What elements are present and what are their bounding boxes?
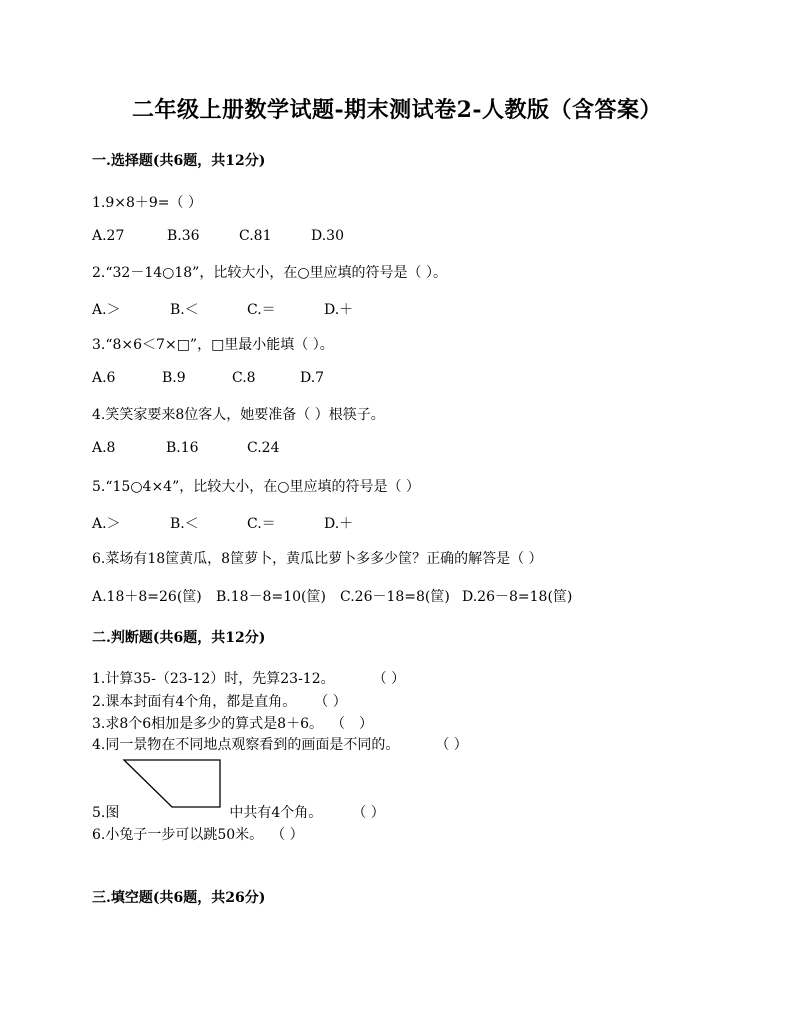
option: C.26－18=8(筐) xyxy=(340,589,450,605)
option: A.8 xyxy=(92,440,116,456)
answer-bracket: （ ） xyxy=(435,737,468,753)
option: B.＜ xyxy=(170,302,199,318)
option: B.18－8=10(筐) xyxy=(216,589,326,605)
option: C.24 xyxy=(247,440,280,456)
question-stem: 3.“8×6＜7×□”，□里最小能填（ ）。 xyxy=(92,337,334,353)
judge-question xyxy=(92,713,373,733)
section-heading-choice: 一.选择题(共6题，共12分) xyxy=(92,153,266,169)
option: C.＝ xyxy=(247,302,276,318)
judge-question xyxy=(92,668,405,688)
question-stem: 5.“15○4×4”，比较大小，在○里应填的符号是（ ） xyxy=(92,479,420,495)
option: A.＞ xyxy=(92,302,121,318)
answer-bracket: （ ） xyxy=(352,805,385,821)
judge-text: 2.课本封面有4个角，都是直角。 xyxy=(92,694,297,710)
option: B.16 xyxy=(166,440,199,456)
option: D.＋ xyxy=(324,302,354,318)
option: C.＝ xyxy=(247,516,276,532)
page-title: 二年级上册数学试题-期末测试卷2-人教版（含答案） xyxy=(131,97,663,123)
answer-bracket: （ ） xyxy=(271,827,304,843)
judge-question xyxy=(92,734,468,754)
option: B.＜ xyxy=(170,516,199,532)
question-stem: 6.菜场有18筐黄瓜，8筐萝卜，黄瓜比萝卜多多少筐？正确的解答是（ ） xyxy=(92,551,543,567)
judge-question xyxy=(92,824,304,844)
judge-question xyxy=(92,691,347,711)
judge-text: 6.小兔子一步可以跳50米。 xyxy=(92,827,264,843)
quadrilateral-shape xyxy=(124,760,220,807)
section-heading-judge: 二.判断题(共6题，共12分) xyxy=(92,630,266,646)
option: D.＋ xyxy=(324,516,354,532)
option: B.36 xyxy=(167,228,200,244)
option: D.26－8=18(筐) xyxy=(462,589,573,605)
option: D.7 xyxy=(300,370,325,386)
option: C.8 xyxy=(232,370,256,386)
option: A.18＋8=26(筐) xyxy=(92,589,202,605)
judge-text: 1.计算35-（23-12）时，先算23-12。 xyxy=(92,671,335,687)
question-stem: 4.笑笑家要来8位客人，她要准备（ ）根筷子。 xyxy=(92,407,385,423)
option: C.81 xyxy=(239,228,272,244)
option: A.27 xyxy=(92,228,125,244)
section-heading-fill: 三.填空题(共6题，共26分) xyxy=(92,890,266,906)
answer-bracket: （ ） xyxy=(372,671,406,687)
question-stem: 1.9×8＋9=（ ） xyxy=(92,195,202,211)
judge-text: 5.图 xyxy=(92,805,120,821)
option: D.30 xyxy=(311,228,344,244)
question-stem: 2.“32－14○18”，比较大小，在○里应填的符号是（ ）。 xyxy=(92,265,447,281)
option: A.6 xyxy=(92,370,116,386)
answer-bracket: （ ） xyxy=(314,694,347,710)
judge-text: 3.求8个6相加是多少的算式是8＋6。 xyxy=(92,716,323,732)
judge-question xyxy=(92,802,385,822)
answer-bracket: （ ） xyxy=(331,716,373,732)
judge-text: 4.同一景物在不同地点观察看到的画面是不同的。 xyxy=(92,737,400,753)
judge-text: 中共有4个角。 xyxy=(229,805,323,821)
option: B.9 xyxy=(162,370,186,386)
option: A.＞ xyxy=(92,516,121,532)
